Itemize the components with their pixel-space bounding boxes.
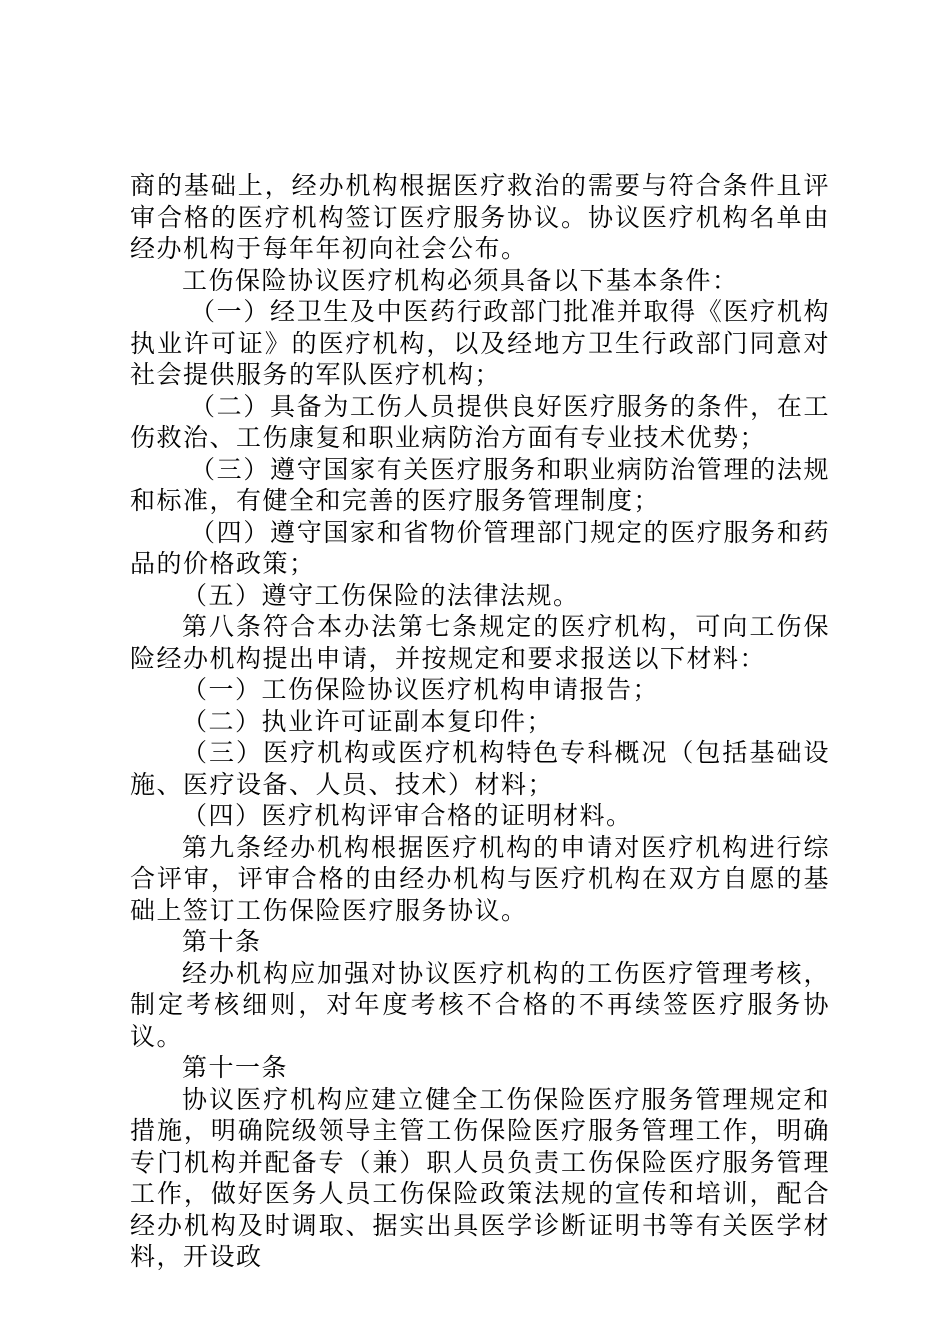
article-10-body: 经办机构应加强对协议医疗机构的工伤医疗管理考核，制定考核细则，对年度考核不合格的不再续签医疗服务协议。 (130, 958, 830, 1051)
list-item-condition-4: （四）遵守国家和省物价管理部门规定的医疗服务和药品的价格政策； (130, 517, 830, 578)
list-item-condition-3: （三）遵守国家有关医疗服务和职业病防治管理的法规和标准，有健全和完善的医疗服务管理制度； (130, 454, 830, 515)
list-item-condition-5: （五）遵守工伤保险的法律法规。 (182, 580, 580, 610)
article-9: 第九条经办机构根据医疗机构的申请对医疗机构进行综合评审，评审合格的由经办机构与医疗机构在双方自愿的基础上签订工伤保险医疗服务协议。 (130, 832, 830, 925)
paragraph-basic-conditions-intro: 工伤保险协议医疗机构必须具备以下基本条件： (182, 265, 739, 295)
article-8: 第八条符合本办法第七条规定的医疗机构，可向工伤保险经办机构提出申请，并按规定和要求报送以下材料： (130, 612, 830, 673)
list-item-material-3: （三）医疗机构或医疗机构特色专科概况（包括基础设施、医疗设备、人员、技术）材料； (130, 738, 830, 799)
article-11-heading: 第十一条 (182, 1053, 289, 1082)
article-10-heading: 第十条 (182, 927, 262, 956)
document-body (130, 170, 830, 1273)
list-item-condition-1: （一）经卫生及中医药行政部门批准并取得《医疗机构执业许可证》的医疗机构，以及经地方卫生行政部门同意对社会提供服务的军队医疗机构； (130, 297, 830, 389)
list-item-material-2: （二）执业许可证副本复印件； (182, 706, 554, 736)
list-item-material-4: （四）医疗机构评审合格的证明材料。 (182, 801, 633, 830)
article-11-body: 协议医疗机构应建立健全工伤保险医疗服务管理规定和措施，明确院级领导主管工伤保险医疗服务管理工作，明确专门机构并配备专（兼）职人员负责工伤保险医疗服务管理工作，做好医务人员工伤保险政策法规的宣传和培训，配合经办机构及时调取、据实出具医学诊断证明书等有关医学材料，开设政 (130, 1084, 830, 1271)
list-item-condition-2: （二）具备为工伤人员提供良好医疗服务的条件，在工伤救治、工伤康复和职业病防治方面有专业技术优势； (130, 391, 830, 452)
list-item-material-1: （一）工伤保险协议医疗机构申请报告； (182, 675, 660, 704)
paragraph-continuation: 商的基础上，经办机构根据医疗救治的需要与符合条件且评审合格的医疗机构签订医疗服务协议。协议医疗机构名单由经办机构于每年年初向社会公布。 (130, 171, 830, 263)
